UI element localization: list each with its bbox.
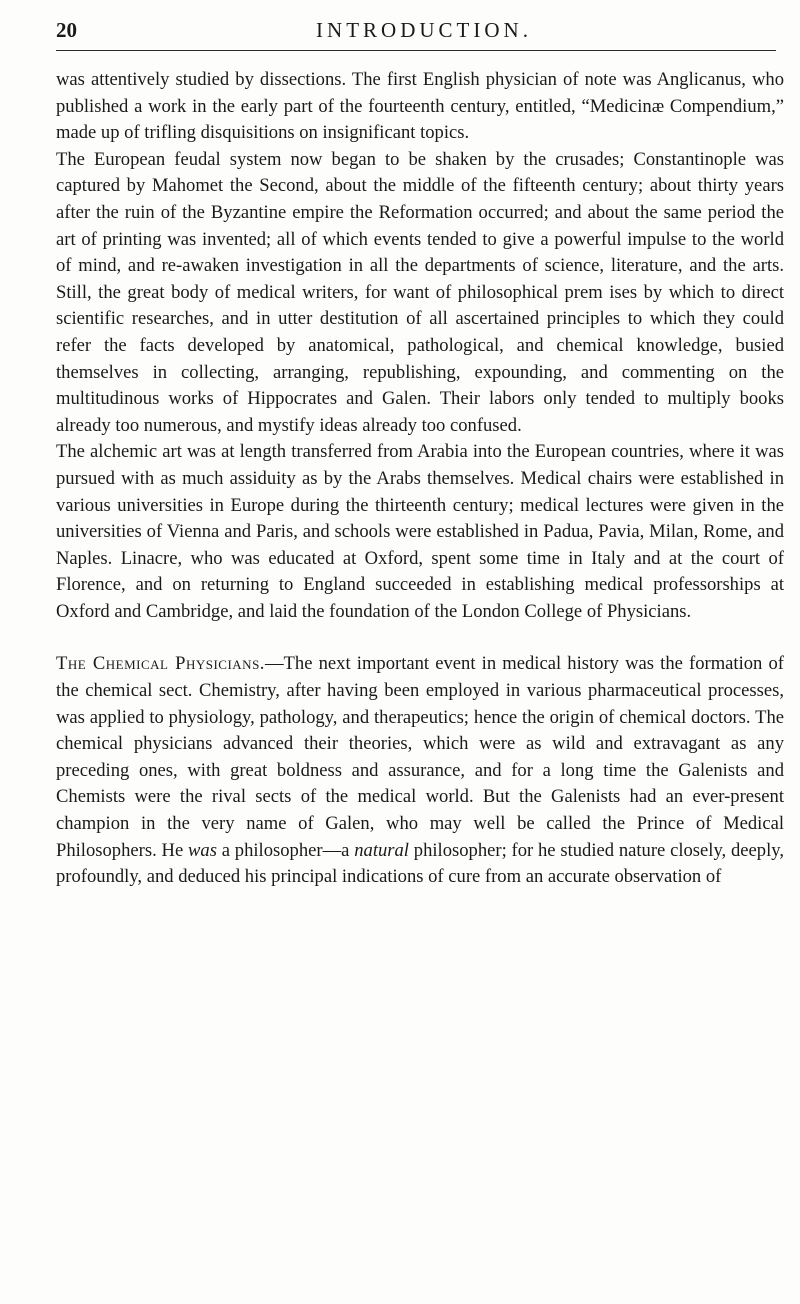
paragraph-feudal-system: The European feudal system now began to be shaken by the crusades; Constantinople was captured by Mahomet the Second, about the middle of the fifteenth century; about thirty years after the ruin of the Byzantine empire the Reformation occurred; and about the same period the art of printing was invented; all of which events tended to give a powerful impulse to the world of mind, and re-awaken investigation in all the departments of science, literature, and the arts. Still, the great body of medical writers, for want of philosophical prem ises by which to direct scientific researches, and in utter destitution of all ascertained principles to which they could refer the facts developed by anatomical, pathological, and chemical knowledge, busied themselves in collecting, arranging, republishing, expounding, and commenting on the multitudinous works of Hippocrates and Galen. Their labors only tended to multiply books already too numerous, and mystify ideas already too confused. (56, 148, 784, 436)
paragraph-text: a philosopher—a (221, 839, 350, 861)
running-title: INTRODUCTION. (316, 18, 532, 42)
paragraph-chemical-physicians (56, 651, 784, 890)
section-heading: The Chemical Physicians. (56, 653, 265, 675)
section-gap (56, 625, 784, 651)
paragraph-text: philosopher; for he studied nature closely, deeply, profoundly, and deduced his principal indications of cure from an accurate observation of (56, 839, 784, 888)
emphasis-natural: natural (354, 839, 409, 861)
paragraph-alchemic-art: The alchemic art was at length transferred from Arabia into the European countries, where it was pursued with as much assiduity as by the Arabs themselves. Medical chairs were established in various universities in Europe during the thirteenth century; medical lectures were given in the universities of Vienna and Paris, and schools were established in Padua, Pavia, Milan, Rome, and Naples. Linacre, who was educated at Oxford, spent some time in Italy and at the court of Florence, and on returning to England succeeded in establishing medical professorships at Oxford and Cambridge, and laid the foundation of the London College of Physicians. (56, 441, 784, 622)
running-head (56, 18, 776, 48)
body-text (56, 67, 784, 891)
page-number: 20 (56, 18, 77, 42)
paragraph-text: —The next important event in medical history was the formation of the chemical sect. Chemistry, after having been employed in various pharmaceutical processes, was applied to physiology, pathology, and therapeutics; hence the origin of chemical doctors. The chemical physicians advanced their theories, which were as wild and extravagant as any preceding ones, with great boldness and assurance, and for a long time the Galenists and Chemists were the rival sects of the medical world. But the Galenists had an ever-present champion in the very name of Galen, who may well be called the Prince of Medical Philosophers. He (56, 653, 784, 861)
paragraph-continuation: was attentively studied by dissections. The first English physician of note was Anglicanus, who published a work in the early part of the fourteenth century, entitled, “Medicinæ Compendium,” made up of trifling disquisitions on insignificant topics. (56, 69, 784, 144)
header-rule (56, 50, 776, 51)
emphasis-was: was (188, 839, 217, 861)
